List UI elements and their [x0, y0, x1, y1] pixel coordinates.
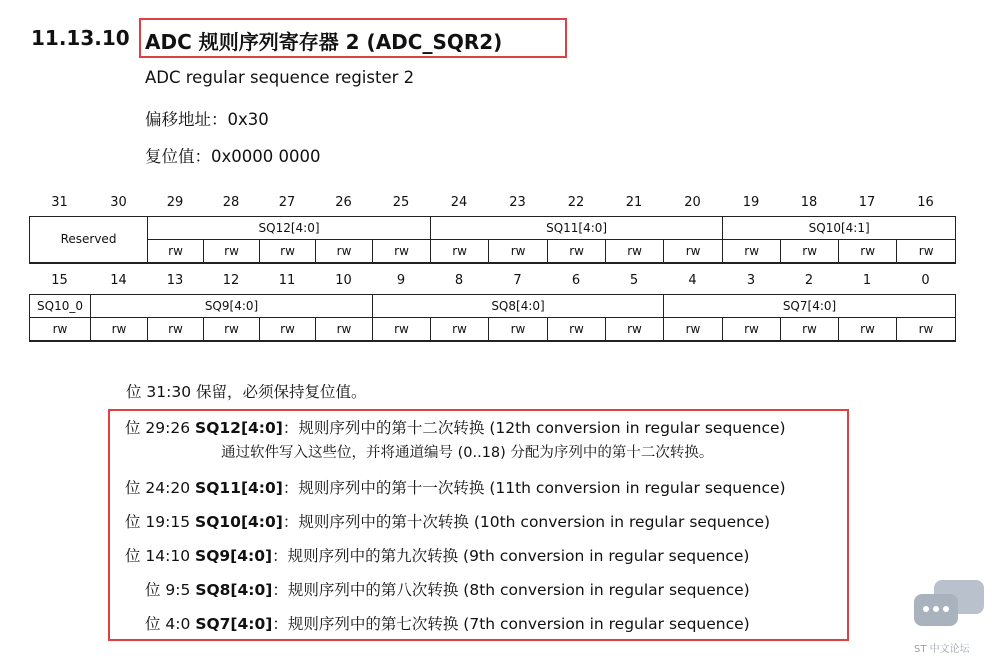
- field-sq10-hi: SQ10[4:1]: [723, 217, 956, 240]
- bit-number: 20: [684, 195, 701, 210]
- desc-bits-14-10: [125, 544, 749, 566]
- access-rw: rw: [664, 318, 723, 341]
- bit-number: 10: [335, 273, 352, 288]
- access-rw: rw: [91, 318, 148, 341]
- access-rw: rw: [723, 240, 781, 263]
- bit-number: 25: [392, 195, 410, 210]
- bit-range: 位 19:15: [125, 513, 196, 531]
- bit-number: 21: [625, 195, 643, 210]
- access-rw: rw: [148, 240, 204, 263]
- desc-bits-24-20: [125, 476, 786, 498]
- bit-number: 29: [166, 195, 184, 210]
- bit-number: 13: [166, 273, 184, 288]
- access-rw: rw: [204, 240, 260, 263]
- access-rw: rw: [260, 240, 316, 263]
- register-table-upper: [29, 216, 956, 264]
- access-rw: rw: [723, 318, 781, 341]
- access-rw: rw: [897, 318, 956, 341]
- forum-watermark: [912, 578, 986, 658]
- access-rw: rw: [431, 240, 489, 263]
- access-rw: rw: [148, 318, 204, 341]
- access-rw: rw: [204, 318, 260, 341]
- field-sq8: SQ8[4:0]: [373, 295, 664, 318]
- access-rw: rw: [897, 240, 956, 263]
- bit-number: 5: [629, 273, 639, 288]
- bit-number: 27: [278, 195, 296, 210]
- bit-range: 位 4:0: [145, 615, 196, 633]
- section-title: ADC 规则序列寄存器 2 (ADC_SQR2): [145, 30, 503, 54]
- section-number: 11.13.10: [31, 26, 130, 50]
- field-description: ：规则序列中的第九次转换 (9th conversion in regular sequence): [272, 547, 750, 565]
- title-highlight-box: [139, 18, 567, 58]
- field-description: ：规则序列中的第十一次转换 (11th conversion in regular sequence): [282, 479, 786, 497]
- desc-bits-29-26: [125, 416, 786, 438]
- access-rw: rw: [489, 318, 548, 341]
- field-name: SQ11[4:0]: [195, 479, 283, 497]
- access-rw: rw: [30, 318, 91, 341]
- desc-bits-31-30: 位 31:30 保留，必须保持复位值。: [126, 383, 367, 401]
- access-rw: rw: [431, 318, 489, 341]
- access-rw: rw: [606, 240, 664, 263]
- bit-number: 19: [742, 195, 760, 210]
- bit-number: 6: [571, 273, 581, 288]
- desc-bits-19-15: [125, 510, 770, 532]
- bit-number: 2: [804, 273, 814, 288]
- bit-number: 7: [513, 273, 522, 288]
- field-sq12: SQ12[4:0]: [148, 217, 431, 240]
- register-table-lower: [29, 294, 956, 342]
- access-rw: rw: [548, 318, 606, 341]
- field-name: SQ9[4:0]: [195, 547, 273, 565]
- bit-number: 22: [567, 195, 585, 210]
- access-rw: rw: [373, 318, 431, 341]
- bit-range: 位 14:10: [125, 547, 196, 565]
- bit-number: 16: [917, 195, 934, 210]
- bit-number: 0: [921, 273, 930, 288]
- field-name: SQ12[4:0]: [195, 419, 283, 437]
- reset-value: 复位值：0x0000 0000: [145, 147, 321, 166]
- bit-number: 14: [110, 273, 127, 288]
- field-description: ：规则序列中的第七次转换 (7th conversion in regular sequence): [272, 615, 750, 633]
- bit-number: 24: [450, 195, 468, 210]
- access-rw: rw: [781, 240, 839, 263]
- bit-number: 23: [509, 195, 526, 210]
- bit-number: 30: [110, 195, 127, 210]
- field-description: ：规则序列中的第十二次转换 (12th conversion in regular sequence): [282, 419, 786, 437]
- register-english-name: ADC regular sequence register 2: [145, 68, 415, 87]
- field-name: SQ7[4:0]: [195, 615, 273, 633]
- bit-number: 4: [688, 273, 697, 288]
- field-name: SQ8[4:0]: [195, 581, 273, 599]
- field-sq11: SQ11[4:0]: [431, 217, 723, 240]
- bit-number: 28: [222, 195, 240, 210]
- desc-bits-4-0: [145, 612, 750, 634]
- bit-number: 31: [51, 195, 68, 210]
- bit-number: 1: [862, 273, 872, 288]
- access-rw: rw: [781, 318, 839, 341]
- access-rw: rw: [489, 240, 548, 263]
- bit-range: 位 29:26: [125, 419, 196, 437]
- field-sq7: SQ7[4:0]: [664, 295, 956, 318]
- bit-number: 15: [51, 273, 68, 288]
- access-rw: rw: [839, 240, 897, 263]
- bit-number: 12: [222, 273, 240, 288]
- desc-bits-29-26-detail: 通过软件写入这些位，并将通道编号 (0..18) 分配为序列中的第十二次转换。: [221, 445, 714, 461]
- bit-number: 18: [800, 195, 818, 210]
- watermark-text: ST 中文论坛: [914, 644, 970, 655]
- bit-number: 11: [278, 273, 296, 288]
- bit-number: 3: [746, 273, 756, 288]
- field-description: ：规则序列中的第八次转换 (8th conversion in regular sequence): [272, 581, 750, 599]
- bit-number: 8: [454, 273, 464, 288]
- desc-bits-9-5: [145, 578, 750, 600]
- access-rw: rw: [839, 318, 897, 341]
- field-description: ：规则序列中的第十次转换 (10th conversion in regular sequence): [282, 513, 771, 531]
- field-name: SQ10[4:0]: [195, 513, 283, 531]
- access-rw: rw: [316, 318, 373, 341]
- bit-range: 位 24:20: [125, 479, 196, 497]
- field-sq9: SQ9[4:0]: [91, 295, 373, 318]
- bit-number: 17: [858, 195, 876, 210]
- bit-number: 9: [396, 273, 406, 288]
- access-rw: rw: [548, 240, 606, 263]
- offset-address: 偏移地址：0x30: [145, 110, 269, 129]
- bit-number: 26: [335, 195, 352, 210]
- access-rw: rw: [606, 318, 664, 341]
- access-rw: rw: [260, 318, 316, 341]
- field-sq10-0: SQ10_0: [30, 295, 91, 318]
- bit-range: 位 9:5: [145, 581, 196, 599]
- access-rw: rw: [373, 240, 431, 263]
- access-rw: rw: [664, 240, 723, 263]
- access-rw: rw: [316, 240, 373, 263]
- field-reserved: Reserved: [30, 217, 148, 263]
